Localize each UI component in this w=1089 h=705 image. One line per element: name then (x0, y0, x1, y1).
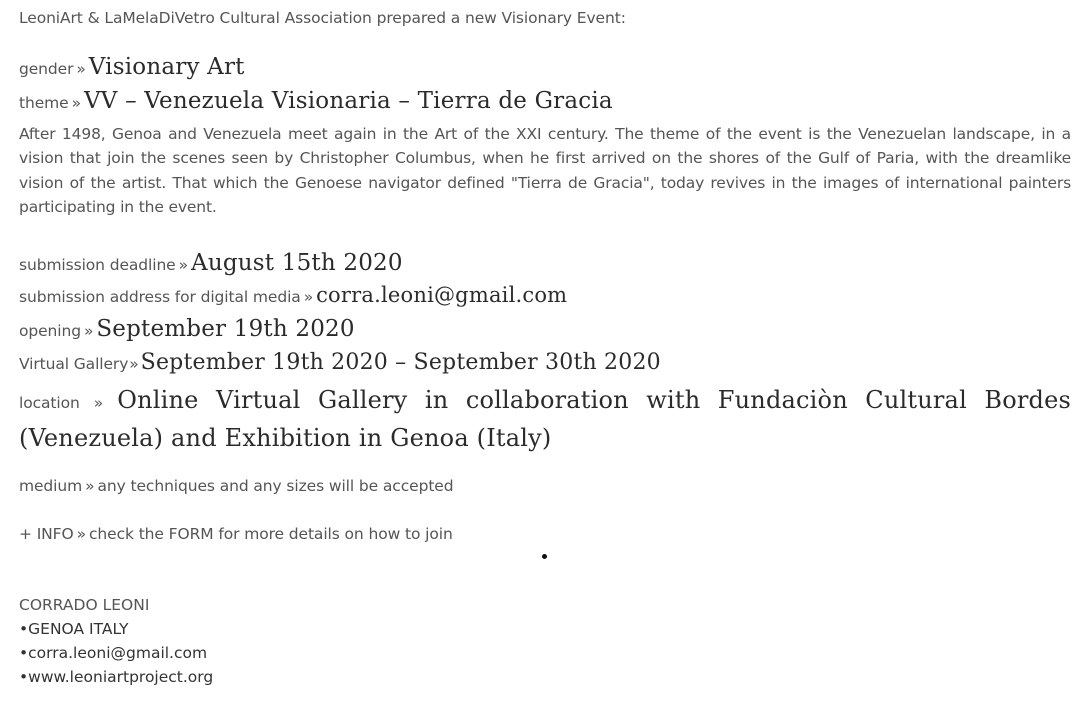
gender-value: Visionary Art (88, 54, 245, 80)
opening-row (19, 318, 355, 341)
footer-city: •GENOA ITALY (19, 620, 129, 638)
theme-value: VV – Venezuela Visionaria – Tierra de Gracia (83, 88, 613, 114)
virtual-gallery-value: September 19th 2020 – September 30th 2020 (140, 350, 661, 375)
separator: » (178, 256, 189, 274)
location-label: location (19, 394, 80, 412)
location-row (19, 383, 1071, 459)
description-paragraph: After 1498, Genoa and Venezuela meet again in the Art of the XXI century. The theme of the event is the Venezuelan landscape, in a vision that join the scenes seen by Christopher Columbus, when he first arrived on the shores of the Gulf of Paria, with the dreamlike vision of the artist. That which the Genoese navigator defined "Tierra de Gracia", today revives in the images of international painters participating in the event. (19, 125, 1071, 216)
deadline-row (19, 252, 403, 275)
theme-row (19, 90, 613, 113)
separator: » (76, 525, 86, 543)
bullet-dot (542, 554, 547, 559)
separator: » (93, 394, 104, 412)
theme-label: theme (19, 94, 69, 112)
gender-label: gender (19, 60, 74, 78)
medium-value: any techniques and any sizes will be accepted (97, 477, 454, 495)
address-row (19, 285, 567, 306)
info-value[interactable]: check the FORM for more details on how to join (89, 525, 453, 543)
footer-name: CORRADO LEONI (19, 596, 150, 614)
address-label: submission address for digital media (19, 288, 301, 306)
virtual-gallery-row (19, 352, 661, 374)
footer-email-link[interactable]: •corra.leoni@gmail.com (19, 644, 208, 662)
separator: » (76, 60, 86, 78)
gender-row (19, 56, 245, 79)
footer-website-link[interactable]: •www.leoniartproject.org (19, 668, 214, 686)
opening-value: September 19th 2020 (96, 316, 355, 342)
separator: » (83, 322, 94, 340)
opening-label: opening (19, 322, 81, 340)
virtual-gallery-label: Virtual Gallery (19, 355, 129, 373)
info-label: + INFO (19, 525, 74, 543)
info-row (19, 527, 453, 543)
separator: » (71, 94, 81, 112)
address-email-link[interactable]: corra.leoni@gmail.com (316, 283, 568, 307)
medium-row (19, 479, 453, 495)
separator: » (129, 355, 139, 373)
deadline-label: submission deadline (19, 256, 176, 274)
separator: » (85, 477, 95, 495)
intro-text: LeoniArt & LaMelaDiVetro Cultural Association prepared a new Visionary Event: (19, 9, 626, 27)
separator: » (303, 288, 314, 306)
medium-label: medium (19, 477, 83, 495)
location-value: Online Virtual Gallery in collaboration with Fundaciòn Cultural Bordes (Venezuela) and Exhibition in Genoa (Italy) (19, 386, 1072, 452)
deadline-value: August 15th 2020 (191, 250, 403, 276)
